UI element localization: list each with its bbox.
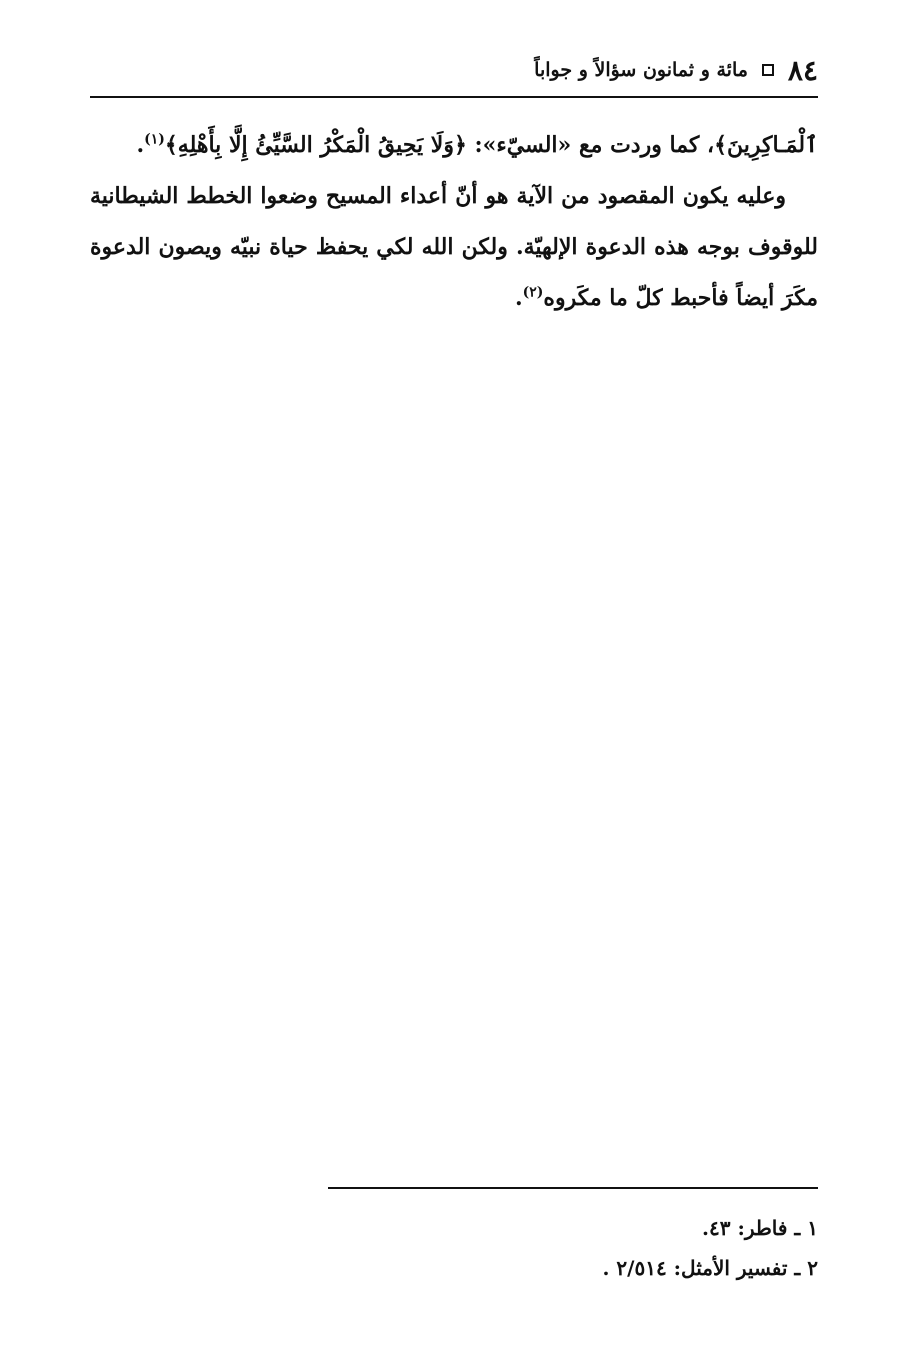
paragraph-1 bbox=[90, 120, 818, 171]
quran-verse: ﴿وَلَا يَحِيقُ الْمَكْرُ السَّيِّئُ إِلَّا بِأَهْلِهِ﴾ bbox=[164, 132, 467, 158]
paragraph-2-text: وعليه يكون المقصود من الآية هو أنّ أعداء المسيح وضعوا الخطط الشيطانية للوقوف بوجه هذه الدعوة الإلهيّة. ولكن الله لكي يحفظ حياة نبيّه ويصون الدعوة مكَرَ أيضاً فأحبط كلّ ما مكَرو bbox=[90, 183, 818, 311]
paragraph-1-start: ٱلْمَـاكِرِينَ﴾، كما وردت مع «السيّء»: bbox=[466, 132, 818, 158]
footnote-divider bbox=[328, 1187, 818, 1189]
running-title: مائة و ثمانون سؤالاً و جواباً bbox=[534, 59, 748, 81]
paragraph-1-end: . bbox=[136, 132, 145, 158]
square-ornament-icon bbox=[762, 64, 774, 76]
paragraph-2 bbox=[90, 171, 818, 324]
footnote-ref-2[interactable]: (٢) bbox=[522, 284, 544, 301]
paragraph-2-connector: ه bbox=[543, 285, 555, 311]
header-divider bbox=[90, 96, 818, 98]
footnote-1: ١ ـ فاطر: ٤٣. bbox=[702, 1216, 818, 1240]
footnote-2: ٢ ـ تفسير الأمثل: ٢/٥١٤ . bbox=[602, 1256, 818, 1280]
paragraph-2-end: . bbox=[514, 285, 523, 311]
page-header bbox=[90, 50, 818, 90]
page-number: ٨٤ bbox=[787, 53, 818, 87]
main-text bbox=[90, 120, 818, 324]
footnote-ref-1[interactable]: (١) bbox=[144, 131, 165, 148]
footnotes bbox=[328, 1208, 818, 1288]
